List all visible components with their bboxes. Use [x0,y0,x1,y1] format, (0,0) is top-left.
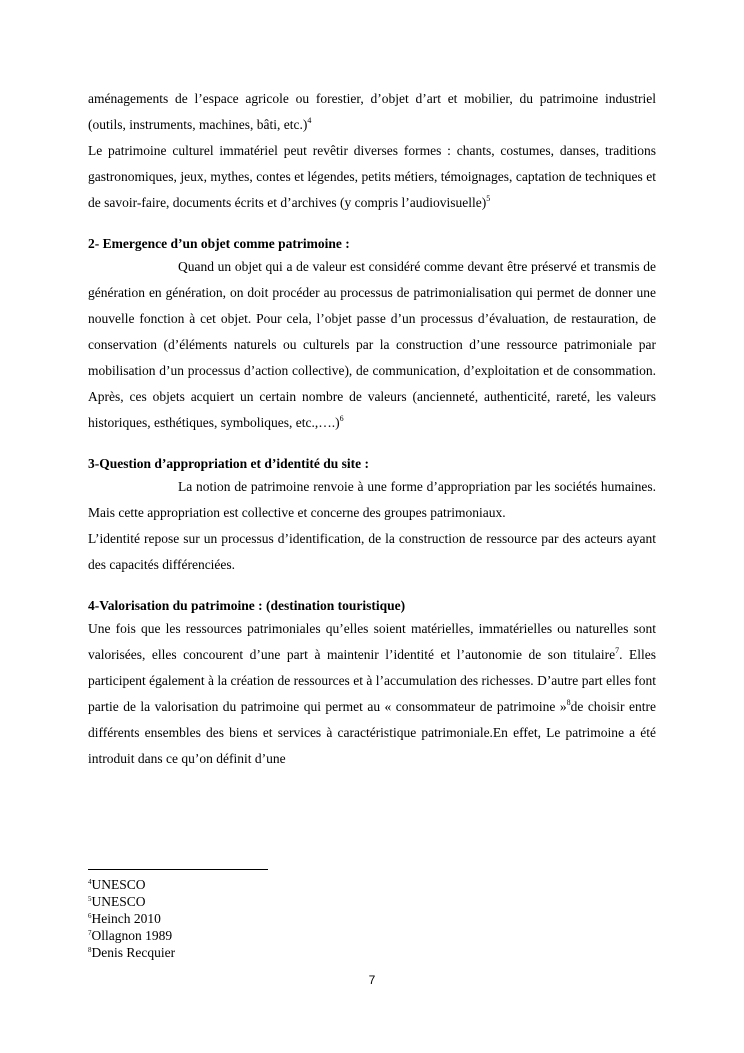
footnote-4-text: UNESCO [91,877,146,892]
section-3-paragraph-2: L’identité repose sur un processus d’identification, de la construction de ressource par des acteurs ayant des capacités différenciées. [88,531,656,572]
page-number: 7 [368,973,376,987]
intro-paragraph-2 [88,138,656,216]
section-4-paragraph [88,616,656,772]
footnote-5-text: UNESCO [91,894,146,909]
footnote-ref-8[interactable]: 8 [566,698,571,707]
footnote-ref-5[interactable]: 5 [486,194,491,203]
footnote-divider [88,869,268,870]
footnote-7-text: Ollagnon 1989 [91,928,173,943]
intro-paragraph-2-text: Le patrimoine culturel immatériel peut revêtir diverses formes : chants, costumes, danses, traditions gastronomiques, jeux, mythes, contes et légendes, petits métiers, témoignages, captation de techniques et de savoir-faire, documents écrits et d’archives (y compris l’audiovisuelle) [88,143,656,210]
footnote-7-number: 7 [88,929,92,937]
section-2-heading: 2- Emergence d’un objet comme patrimoine : [88,236,350,251]
footnote-6-number: 6 [88,912,92,920]
footnote-8 [88,944,388,961]
footnote-4-number: 4 [88,878,92,886]
section-3-heading: 3-Question d’appropriation et d’identité du site : [88,456,370,471]
section-2-paragraph [88,254,656,436]
intro-paragraph-1-text: aménagements de l’espace agricole ou forestier, d’objet d’art et mobilier, du patrimoine industriel (outils, instruments, machines, bâti, etc.) [88,91,656,132]
body-text [88,86,656,772]
footnote-5-number: 5 [88,895,92,903]
footnote-7 [88,927,388,944]
footnote-8-number: 8 [88,946,92,954]
section-4-heading: 4-Valorisation du patrimoine : (destination touristique) [88,598,406,613]
section-4-text-part-2: . Elles participent également à la création de ressources et à l’accumulation des richesses. D’autre part elles font partie de la valorisation du patrimoine qui permet au « consommateur de patrimoine » [88,647,656,714]
footnote-ref-7[interactable]: 7 [615,646,620,655]
footnote-6 [88,910,388,927]
footnote-8-text: Denis Recquier [91,945,176,960]
intro-paragraph-1 [88,86,656,138]
section-3-paragraph-1: La notion de patrimoine renvoie à une forme d’appropriation par les sociétés humaines. Mais cette appropriation est collective et concerne des groupes patrimoniaux. [88,479,656,520]
section-4-text-part-1: Une fois que les ressources patrimoniales qu’elles soient matérielles, immatérielles ou naturelles sont valorisées, elles concourent d’une part à maintenir l’identité et l’autonomie de son titulaire [88,621,656,662]
footnote-4 [88,876,388,893]
footnote-ref-4[interactable]: 4 [307,116,312,125]
footnote-5 [88,893,388,910]
section-2-text: Quand un objet qui a de valeur est considéré comme devant être préservé et transmis de génération en génération, on doit procéder au processus de patrimonialisation qui permet de donner une nouvelle fonction à cet objet. Pour cela, l’objet passe d’un processus d’évaluation, de restauration, de conservation (d’éléments naturels ou culturels par la construction d’une ressource patrimoniale par mobilisation d’un processus d’action collective), de communication, d’exploitation et de consommation. Après, ces objets acquiert un certain nombre de valeurs (ancienneté, authenticité, rareté, les valeurs historiques, esthétiques, symboliques, etc.,….) [88,259,656,430]
footnote-ref-6[interactable]: 6 [339,414,344,423]
section-4-text-part-3: de choisir entre différents ensembles des biens et services à caractéristique patrimoniale.En effet, Le patrimoine a été introduit dans ce qu’on définit d’une [88,699,656,766]
footnote-6-text: Heinch 2010 [91,911,161,926]
footnotes [88,876,388,961]
